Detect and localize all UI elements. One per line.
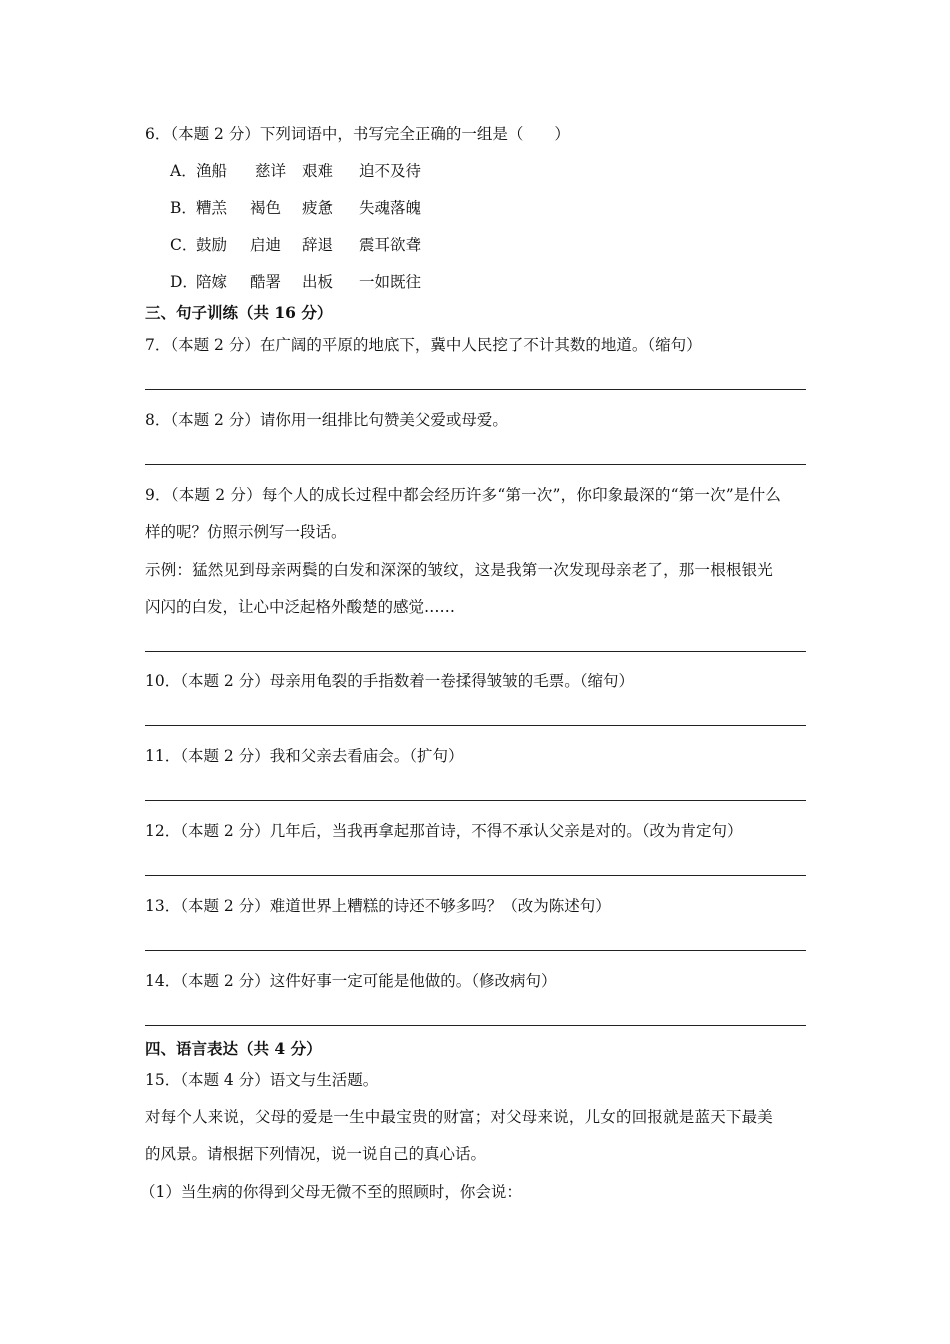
option-word: 糟羔 xyxy=(196,199,228,217)
option-letter: B． xyxy=(170,199,197,217)
option-word: 慈详 xyxy=(255,162,287,180)
option-word: 一如既往 xyxy=(359,273,422,291)
question-12: 12．（本题 2 分）几年后，当我再拿起那首诗，不得不承认父亲是对的。（改为肯定句） xyxy=(145,822,743,840)
question-8: 8．（本题 2 分）请你用一组排比句赞美父爱或母爱。 xyxy=(145,411,508,429)
question-9-line-2: 样的呢？仿照示例写一段话。 xyxy=(145,523,347,541)
question-11: 11．（本题 2 分）我和父亲去看庙会。（扩句） xyxy=(145,747,464,765)
option-word: 褐色 xyxy=(250,199,282,217)
question-15-sub-1: （1）当生病的你得到父母无微不至的照顾时，你会说： xyxy=(140,1183,522,1201)
option-word: 震耳欲聋 xyxy=(359,236,422,254)
answer-line-13[interactable] xyxy=(145,950,806,951)
option-word: 疲惫 xyxy=(302,199,334,217)
answer-line-11[interactable] xyxy=(145,800,806,801)
option-word: 失魂落魄 xyxy=(359,199,422,217)
option-word: 迫不及待 xyxy=(359,162,422,180)
answer-line-10[interactable] xyxy=(145,725,806,726)
option-letter: A． xyxy=(170,162,197,180)
option-word: 辞退 xyxy=(302,236,334,254)
question-9-example-2: 闪闪的白发，让心中泛起格外酸楚的感觉…… xyxy=(145,598,456,616)
question-10: 10．（本题 2 分）母亲用龟裂的手指数着一卷揉得皱皱的毛票。（缩句） xyxy=(145,672,634,690)
question-15-para-1: 对每个人来说，父母的爱是一生中最宝贵的财富；对父母来说，儿女的回报就是蓝天下最美 xyxy=(145,1108,774,1126)
option-word: 艰难 xyxy=(302,162,334,180)
option-letter: C． xyxy=(170,236,198,254)
answer-line-7[interactable] xyxy=(145,389,806,390)
question-7: 7．（本题 2 分）在广阔的平原的地底下，冀中人民挖了不计其数的地道。（缩句） xyxy=(145,336,702,354)
question-15-stem: 15．（本题 4 分）语文与生活题。 xyxy=(145,1071,379,1089)
option-word: 酷署 xyxy=(250,273,282,291)
question-14: 14．（本题 2 分）这件好事一定可能是他做的。（修改病句） xyxy=(145,972,557,990)
q6-stem: 6．（本题 2 分）下列词语中，书写完全正确的一组是（ ） xyxy=(145,125,570,143)
answer-line-14[interactable] xyxy=(145,1025,806,1026)
section-3-heading: 三、句子训练（共 16 分） xyxy=(145,303,333,322)
question-9-line-1: 9．（本题 2 分）每个人的成长过程中都会经历许多“第一次”，你印象最深的“第一次”是什么 xyxy=(145,486,782,504)
answer-line-8[interactable] xyxy=(145,464,806,465)
option-word: 陪嫁 xyxy=(196,273,228,291)
answer-line-12[interactable] xyxy=(145,875,806,876)
option-word: 出板 xyxy=(302,273,334,291)
option-word: 鼓励 xyxy=(196,236,228,254)
question-13: 13．（本题 2 分）难道世界上糟糕的诗还不够多吗？（改为陈述句） xyxy=(145,897,611,915)
option-word: 启迪 xyxy=(250,236,282,254)
option-word: 渔船 xyxy=(196,162,228,180)
option-letter: D． xyxy=(170,273,198,291)
answer-line-9[interactable] xyxy=(145,651,806,652)
question-9-example-1: 示例：猛然见到母亲两鬓的白发和深深的皱纹，这是我第一次发现母亲老了，那一根根银光 xyxy=(145,561,774,579)
section-4-heading: 四、语言表达（共 4 分） xyxy=(145,1039,322,1058)
question-15-para-2: 的风景。请根据下列情况，说一说自己的真心话。 xyxy=(145,1145,487,1163)
